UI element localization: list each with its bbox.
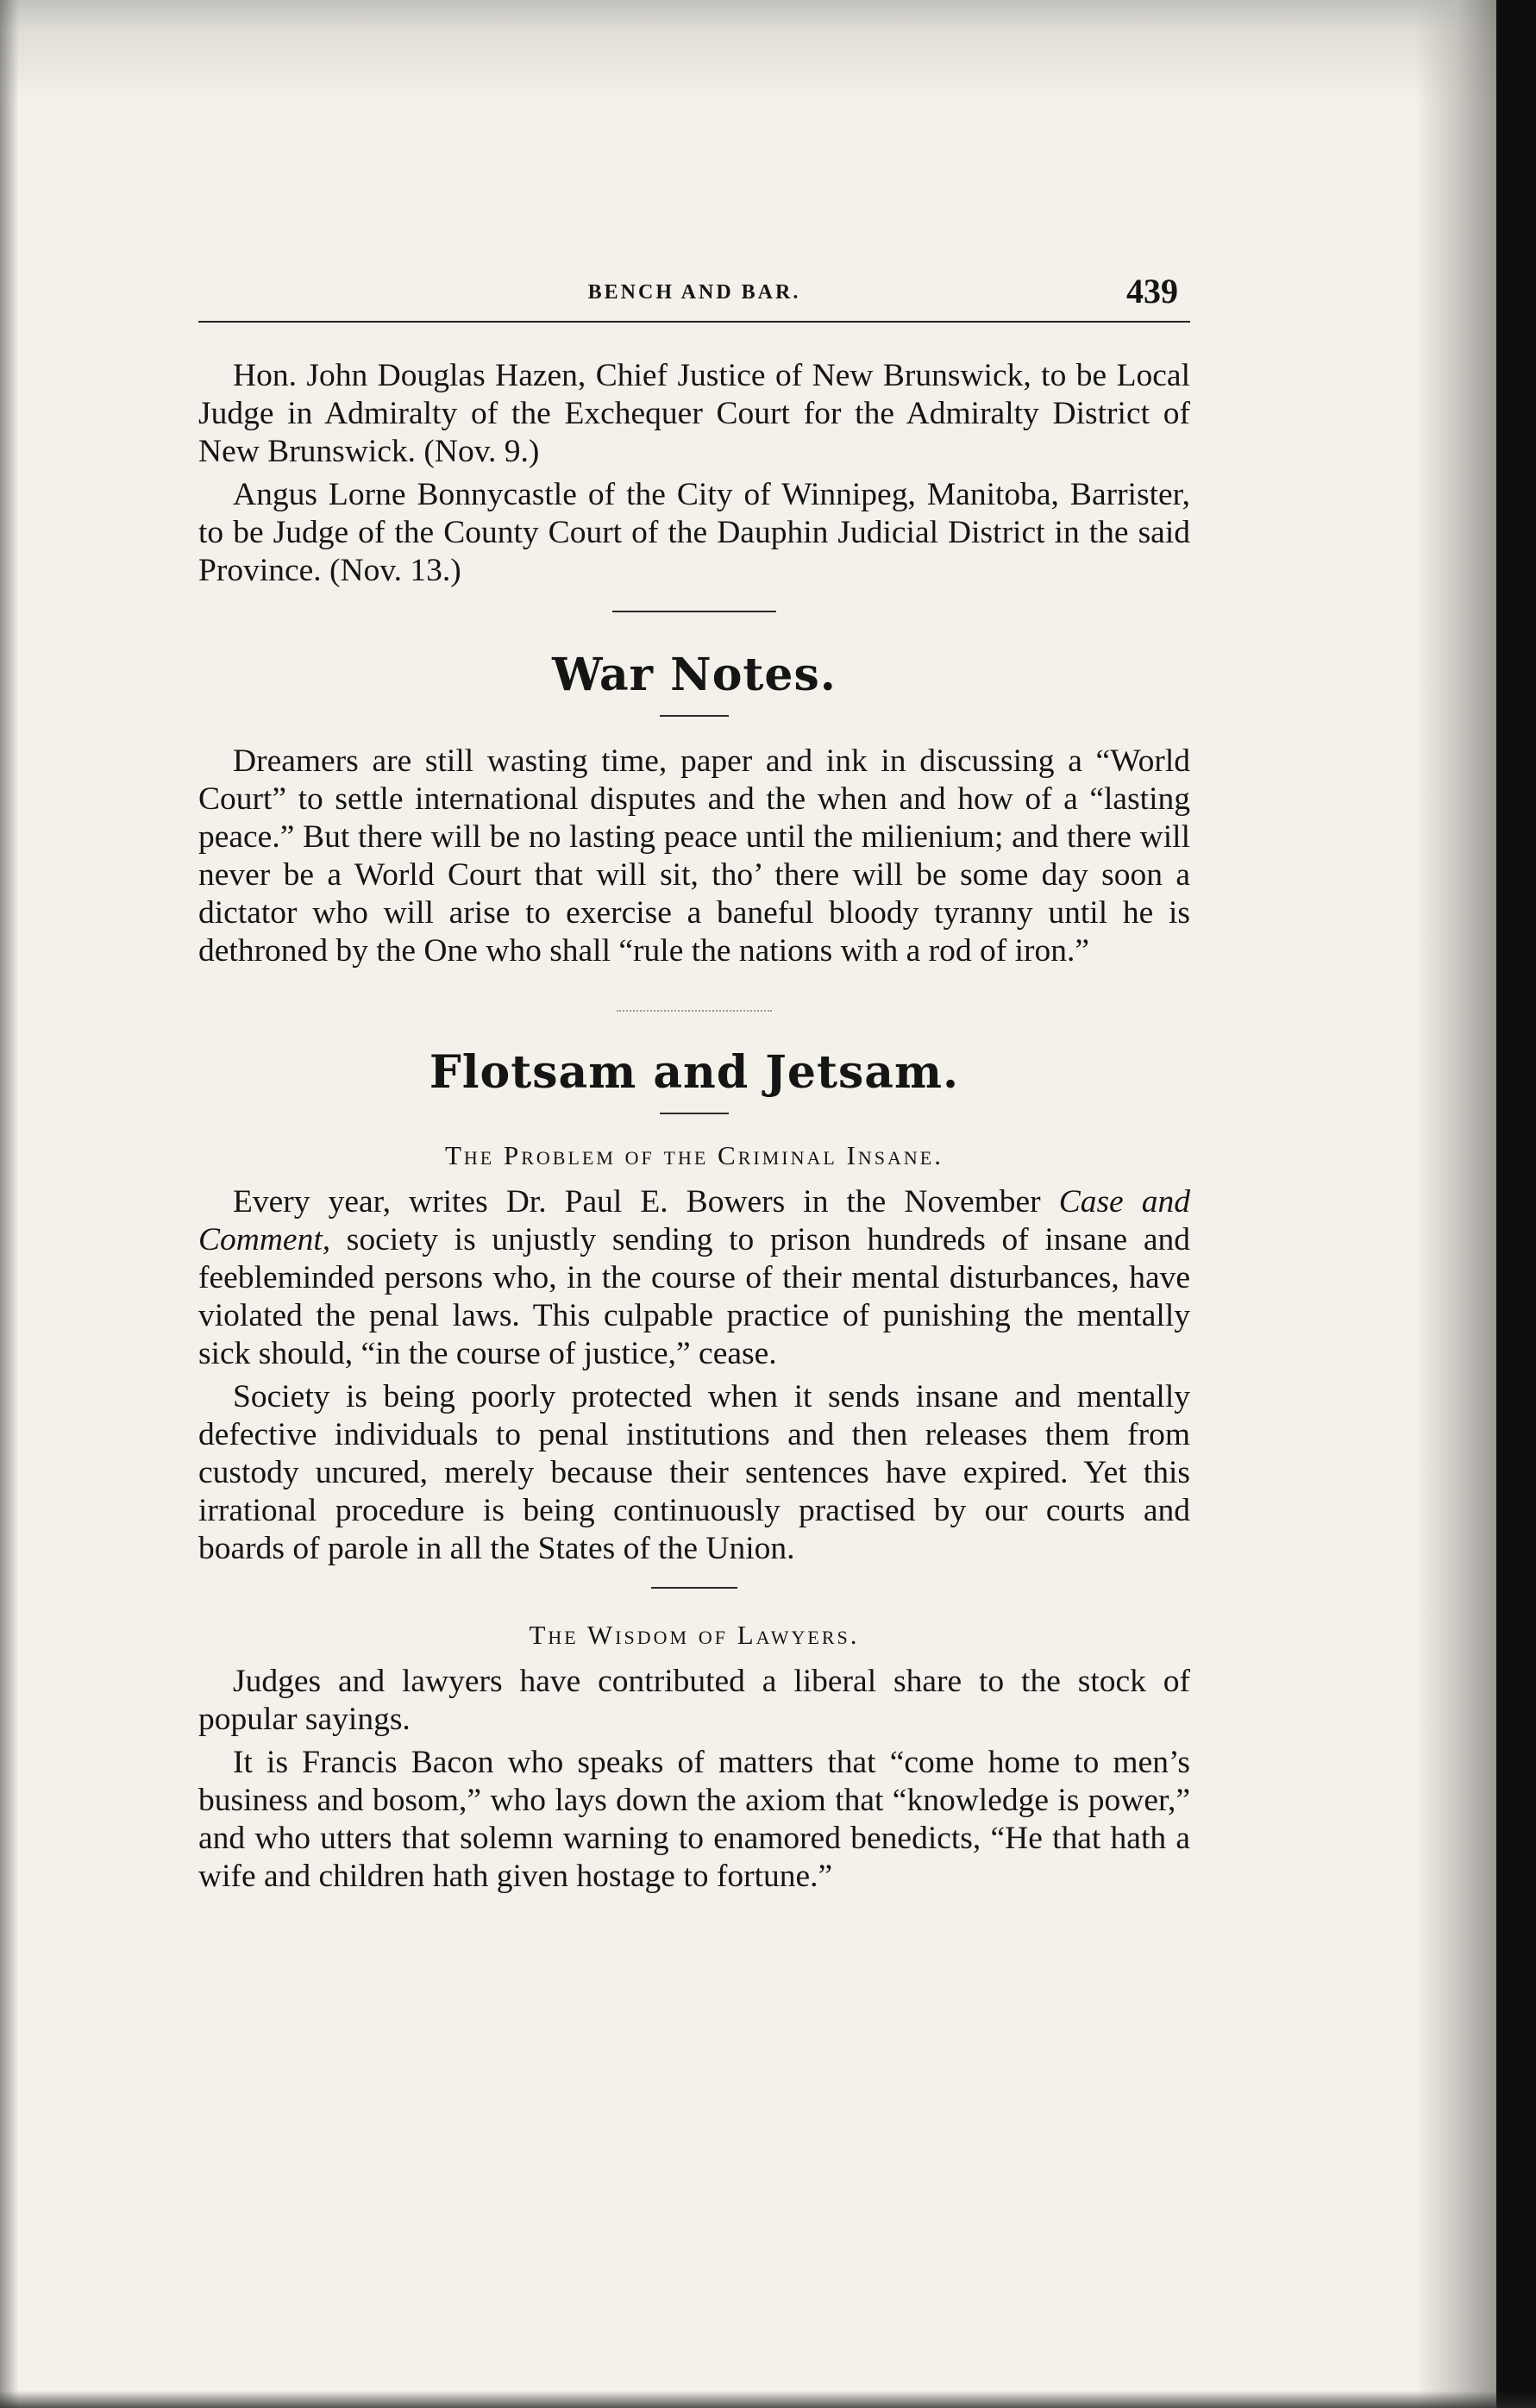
publication-title: Case and Comment, — [198, 1184, 1190, 1257]
scan-edge-top — [0, 0, 1536, 103]
page-number: 439 — [1126, 272, 1178, 310]
section-divider-dotted — [617, 1010, 772, 1012]
wisdom-paragraph-1: Judges and lawyers have contributed a liberal share to the stock of popular sayings. — [198, 1664, 1190, 1737]
section-divider — [612, 611, 776, 612]
appointment-paragraph-1: Hon. John Douglas Hazen, Chief Justice of New Brunswick, to be Local Judge in Admiralty of the Exchequer Court for the Admiralty District of New Brunswick. (Nov. 9.) — [198, 358, 1190, 469]
article-title-criminal-insane: The Problem of the Criminal Insane. — [444, 1140, 944, 1170]
heading-rule — [660, 715, 729, 717]
page-content — [198, 259, 1190, 1896]
scan-edge-bottom — [0, 2391, 1536, 2408]
appointment-paragraph-2: Angus Lorne Bonnycastle of the City of Winnipeg, Manitoba, Barrister, to be Judge of the County Court of the Dauphin Judicial District in the said Province. (Nov. 13.) — [198, 477, 1190, 588]
war-notes-paragraph: Dreamers are still wasting time, paper and ink in discussing a “World Court” to settle international disputes and the when and how of a “lasting peace.” But there will be no lasting peace until the milienium; and there will never be a World Court that will sit, tho’ there will be some day soon a dictator who will arise to exercise a baneful bloody tyranny until he is dethroned by the One who shall “rule the nations with a rod of iron.” — [198, 743, 1190, 969]
section-heading-war-notes: War Notes. — [552, 649, 837, 701]
running-head — [198, 259, 1190, 323]
criminal-insane-paragraph-1 — [198, 1183, 1190, 1373]
criminal-insane-paragraph-2: Society is being poorly protected when it sends insane and mentally defective individuals to penal institutions and then releases them from custody uncured, merely because their sentences have expired. Yet this irrational procedure is being continuously practised by our courts and boards of parole in all the States of the Union. — [198, 1379, 1190, 1566]
heading-rule — [660, 1113, 729, 1114]
scan-edge-right-binding — [1496, 0, 1536, 2408]
wisdom-paragraph-2: It is Francis Bacon who speaks of matters that “come home to men’s business and bosom,” who lays down the axiom that “knowledge is power,” and who utters that solemn warning to enamored benedicts, “He that hath a wife and children hath given hostage to fortune.” — [198, 1745, 1190, 1894]
text-span: Every year, writes Dr. Paul E. Bowers in the November — [233, 1184, 1059, 1220]
running-title: BENCH AND BAR. — [587, 281, 801, 304]
section-heading-flotsam: Flotsam and Jetsam. — [429, 1046, 960, 1099]
article-divider — [651, 1587, 737, 1589]
text-span: society is unjustly sending to prison hundreds of insane and feebleminded persons who, in the course of their mental disturbances, have violated the penal laws. This culpable practice of punishing the mentally sick should, “in the course of justice,” cease. — [198, 1222, 1190, 1371]
article-title-wisdom-of-lawyers: The Wisdom of Lawyers. — [529, 1620, 860, 1650]
scan-edge-left — [0, 0, 19, 2408]
